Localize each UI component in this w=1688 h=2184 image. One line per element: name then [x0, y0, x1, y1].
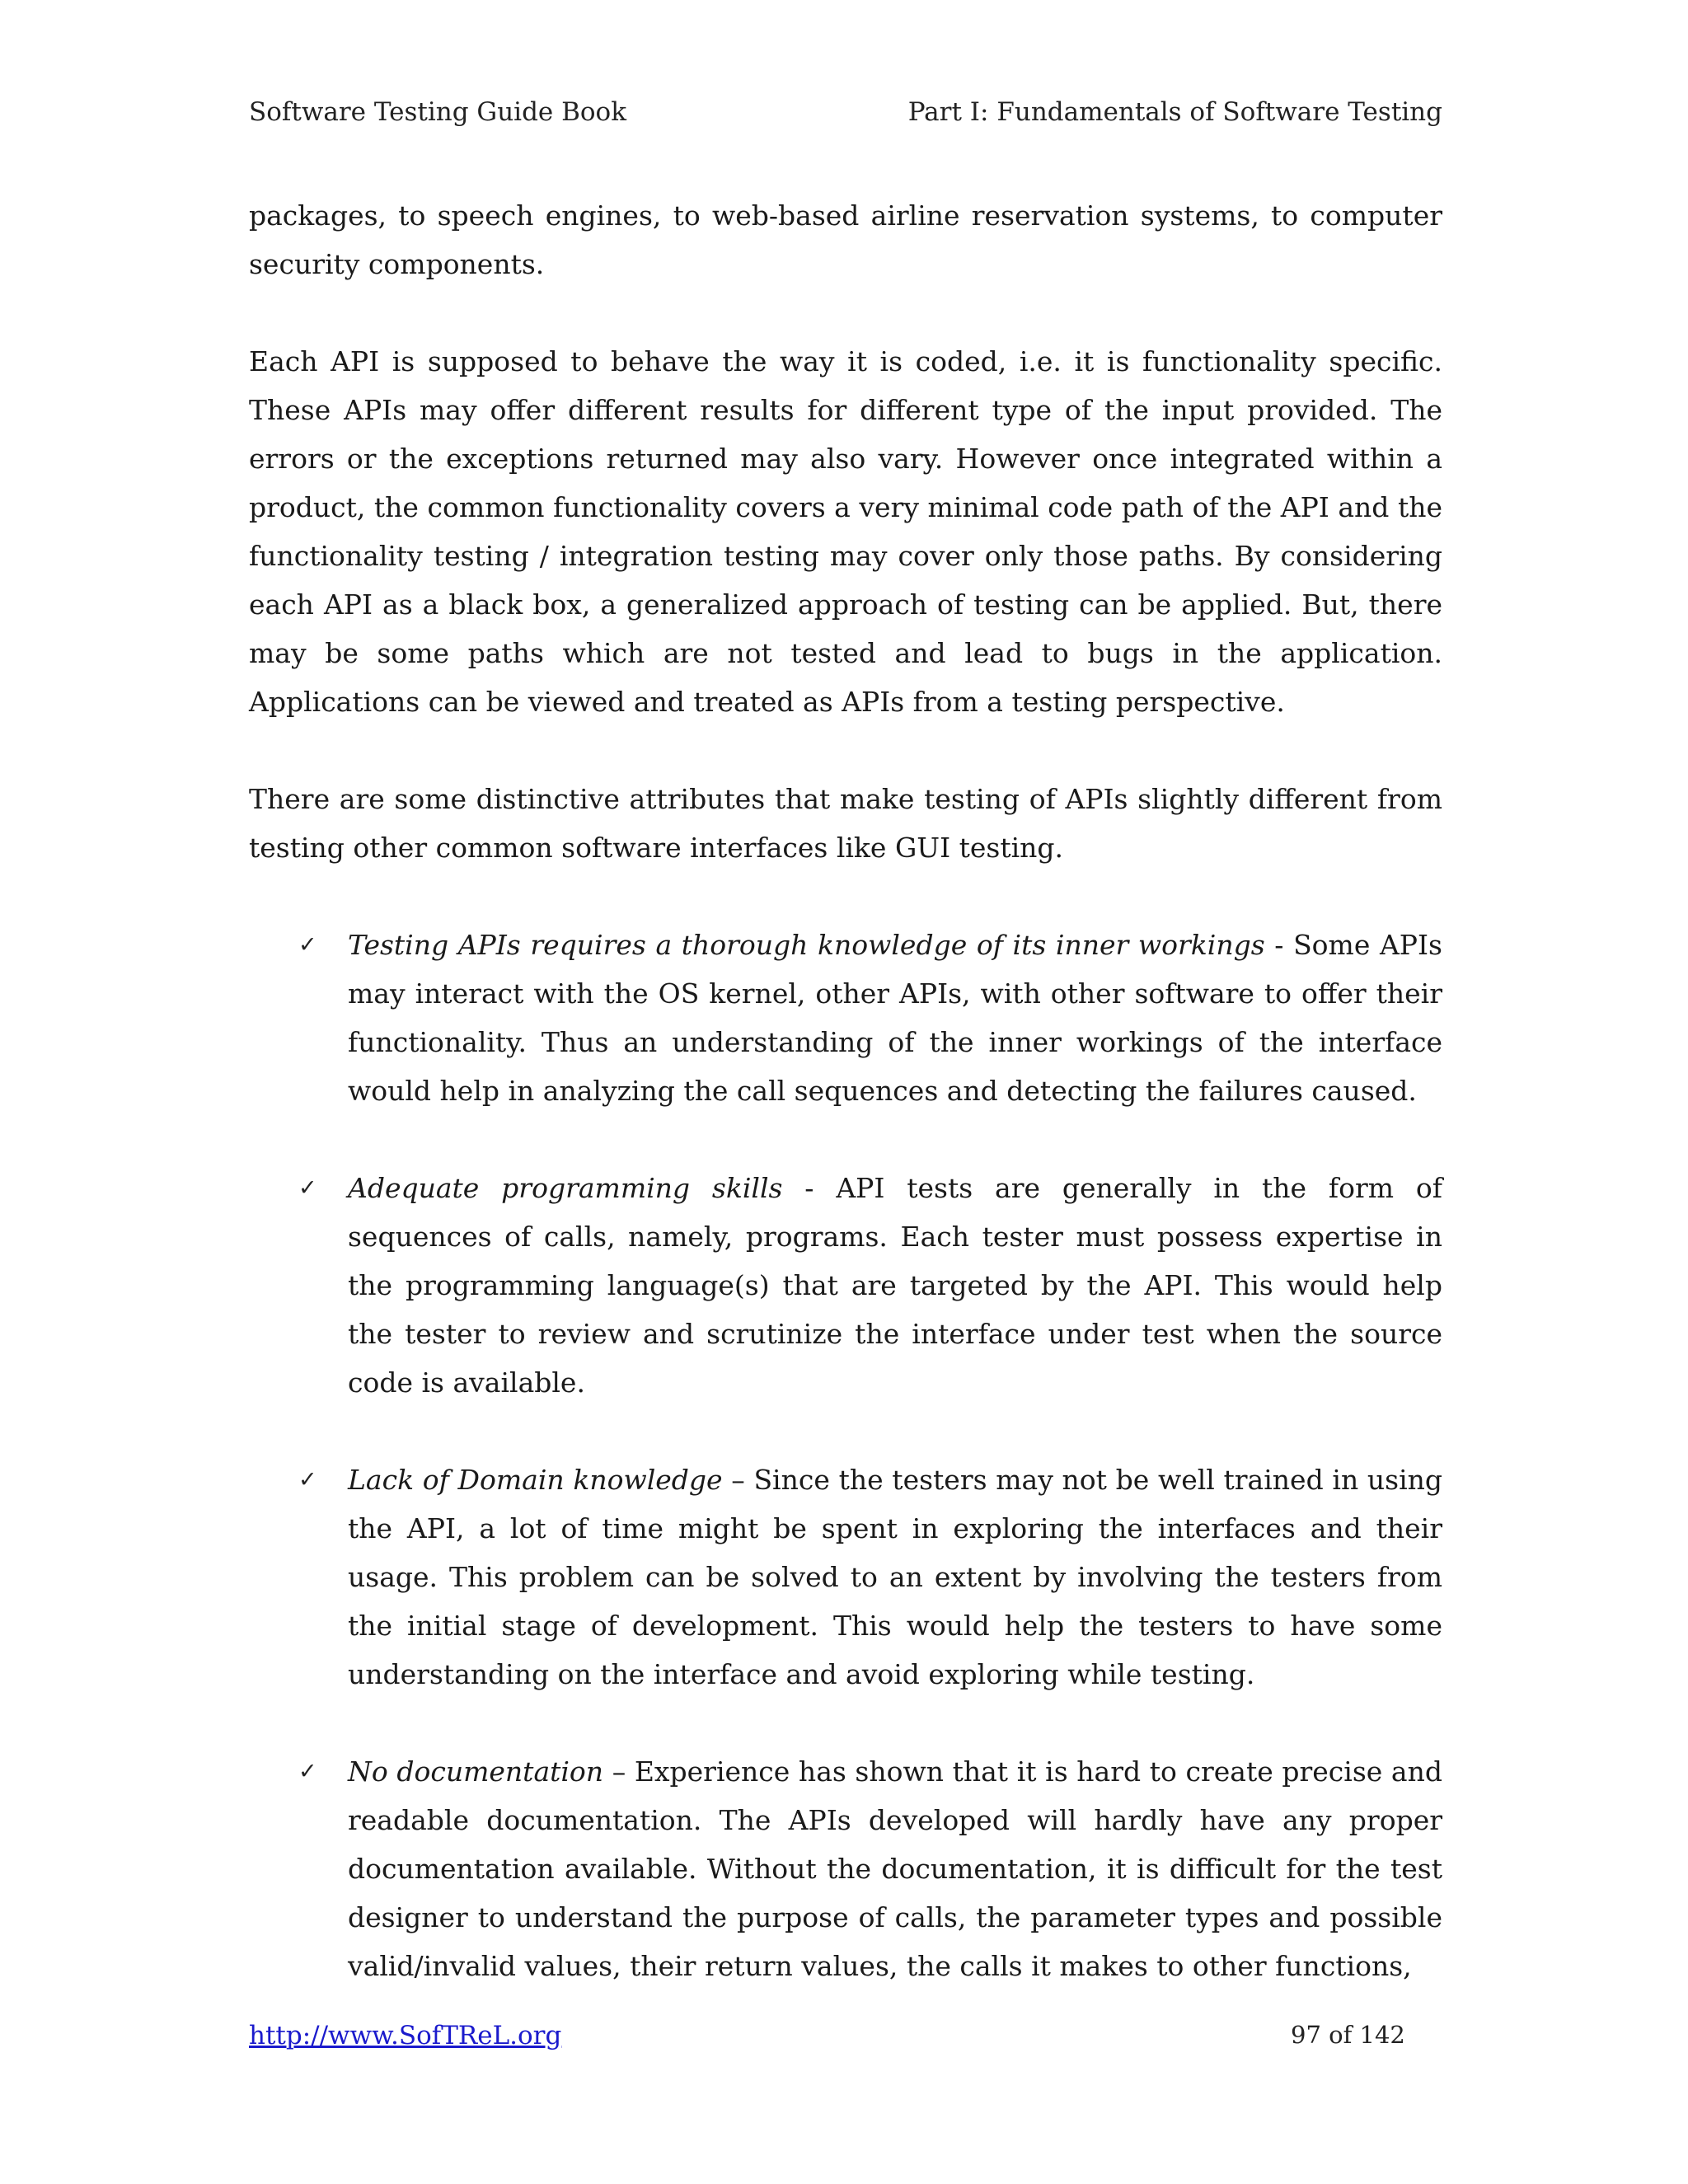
body-text — [249, 191, 1442, 1990]
running-header — [249, 97, 1442, 127]
list-item — [249, 1455, 1442, 1699]
paragraph-api-behavior: Each API is supposed to behave the way it is coded, i.e. it is functionality specific. These APIs may offer different results for different type of the input provided. The errors or the exceptions returned may also vary. However once integrated within a product, the common functionality covers a very minimal code path of the API and the functionality testing / integration testing may cover only those paths. By considering each API as a black box, a generalized approach of testing can be applied. But, there may be some paths which are not tested and lead to bugs in the application. Applications can be viewed and treated as APIs from a testing perspective. — [249, 345, 1442, 718]
header-part-title: Part I: Fundamentals of Software Testing — [907, 97, 1442, 127]
attribute-list — [249, 921, 1442, 1990]
footer-page-number: 97 of 142 — [1291, 2021, 1405, 2049]
list-item-term: Adequate programming skills — [348, 1172, 783, 1204]
paragraph-continuation: packages, to speech engines, to web-based airline reservation systems, to computer security components. — [249, 199, 1442, 280]
list-item-text: Some APIs may interact with the OS kernel, other APIs, with other software to offer their functionality. Thus an understanding of the inner workings of the interface would help in analyzing the call sequences and detecting the failures caused. — [348, 929, 1442, 1107]
list-item-separator: – — [722, 1464, 754, 1496]
list-item-text: API tests are generally in the form of sequences of calls, namely, programs. Each tester must possess expertise in the programming language(s) that are targeted by the API. This would help the tester to review and scrutinize the interface under test when the source code is available. — [348, 1172, 1442, 1399]
list-item — [249, 921, 1442, 1115]
list-item-text: Since the testers may not be well trained in using the API, a lot of time might be spent in exploring the interfaces and their usage. This problem can be solved to an extent by involving the testers from the initial stage of development. This would help the testers to have some understanding on the interface and avoid exploring while testing. — [348, 1464, 1443, 1690]
checkmark-icon: ✓ — [298, 932, 317, 958]
footer-website-link[interactable]: http://www.SofTReL.org — [249, 2021, 562, 2050]
checkmark-icon: ✓ — [298, 1467, 317, 1493]
checkmark-icon: ✓ — [298, 1175, 317, 1201]
checkmark-icon: ✓ — [298, 1759, 317, 1784]
header-book-title: Software Testing Guide Book — [249, 97, 627, 127]
list-item-term: No documentation — [348, 1755, 604, 1788]
list-item — [249, 1164, 1442, 1407]
paragraph-distinctive-attributes: There are some distinctive attributes that make testing of APIs slightly different from testing other common software interfaces like GUI testing. — [249, 783, 1442, 864]
list-item-term: Lack of Domain knowledge — [348, 1464, 723, 1496]
list-item-text: Experience has shown that it is hard to create precise and readable documentation. The APIs developed will hardly have any proper documentation available. Without the documentation, it is difficult for the test designer to understand the purpose of calls, the parameter types and possible valid/invalid values, their return values, the calls it makes to other functions, — [348, 1755, 1442, 1982]
list-item-separator: - — [1264, 929, 1294, 961]
list-item — [249, 1747, 1442, 1990]
list-item-separator: - — [782, 1172, 837, 1204]
list-item-separator: – — [603, 1755, 635, 1788]
list-item-term: Testing APIs requires a thorough knowledge of its inner workings — [348, 929, 1265, 961]
